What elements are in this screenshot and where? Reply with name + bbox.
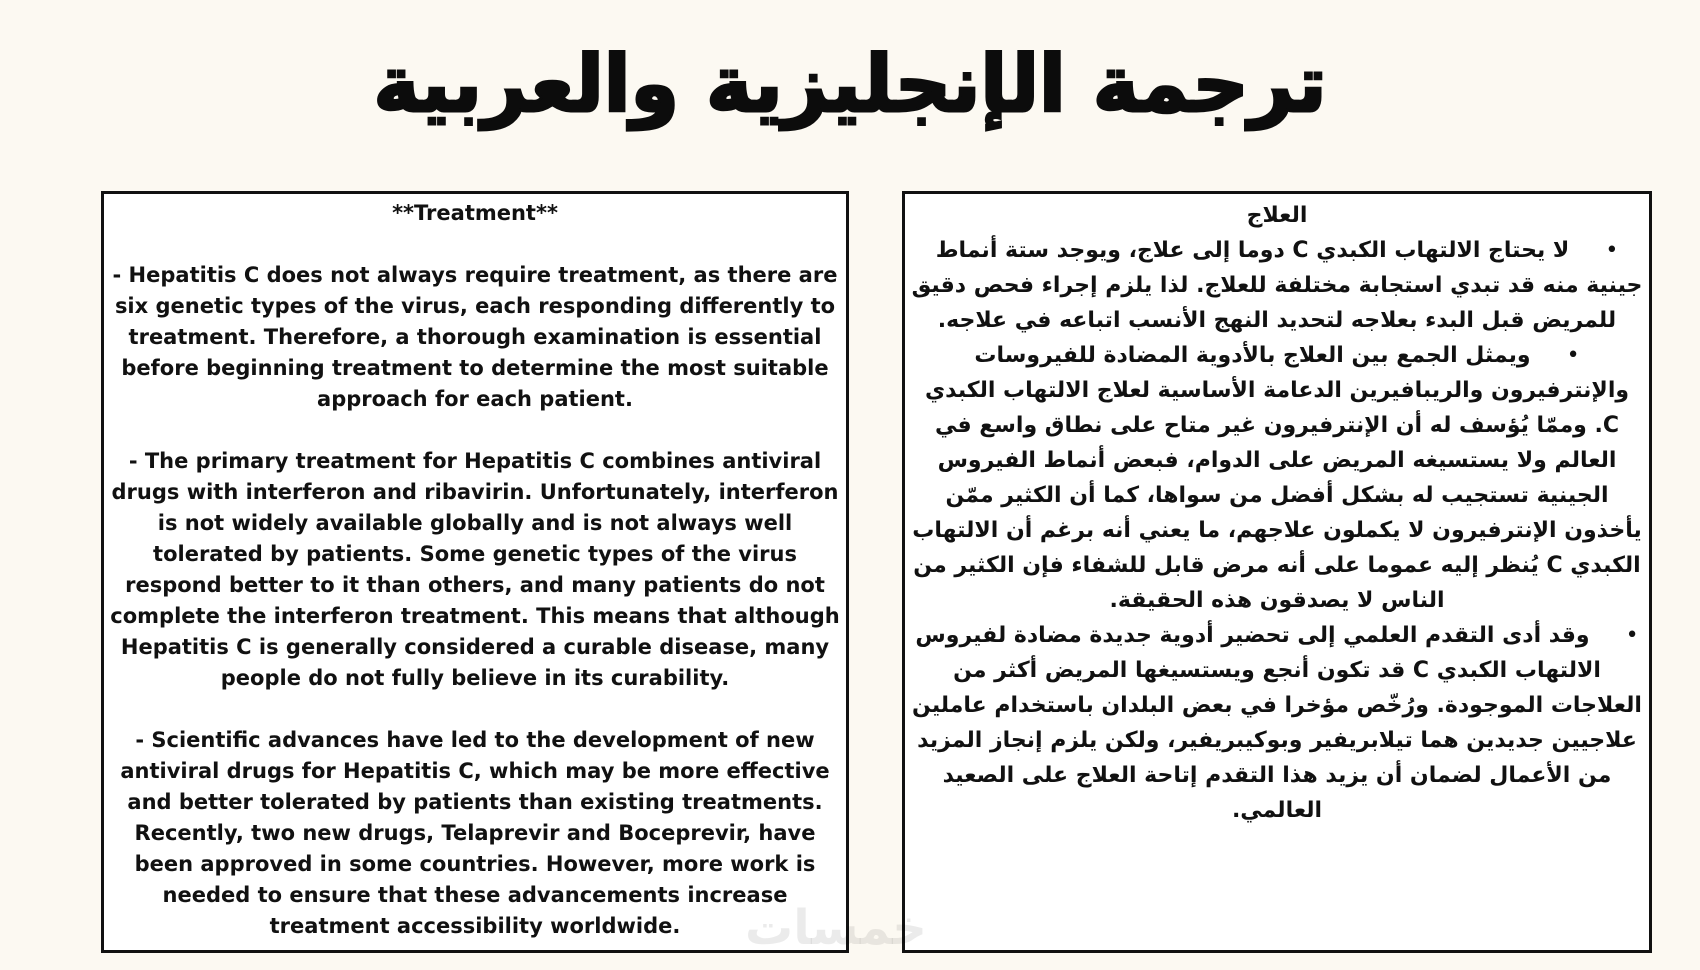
bullet-icon: • xyxy=(1566,343,1580,368)
watermark-logo: خمسات xyxy=(745,900,927,956)
english-text-panel xyxy=(101,191,849,953)
arabic-heading: العلاج xyxy=(1246,203,1308,228)
arabic-paragraph-text: ويمثل الجمع بين العلاج بالأدوية المضادة للفيروسات والإنترفيرون والريبافيرين الدعامة الأساسية لعلاج الالتهاب الكبدي C. وممّا يُؤسف له أن الإنترفيرون غير متاح على نطاق واسع في العالم ولا يستسيغه المريض على الدوام، فبعض أنماط الفيروس الجينية تستجيب له بشكل أفضل من سواها، كما أن الكثير ممّن يأخذون الإنترفيرون لا يكملون علاجهم، ما يعني أنه برغم أن الالتهاب الكبدي C يُنظر إليه عموما على أنه مرض قابل للشفاء فإن الكثير من الناس لا يصدقون هذه الحقيقة. xyxy=(912,343,1642,613)
arabic-text-panel xyxy=(902,191,1652,953)
arabic-paragraph-text: وقد أدى التقدم العلمي إلى تحضير أدوية جديدة مضادة لفيروس الالتهاب الكبدي C قد تكون أنجع ويستسيغها المريض أكثر من العلاجات الموجودة. ورُخّص مؤخرا في بعض البلدان باستخدام عاملين علاجيين جديدين هما تيلابريفير وبوكيبريفير، ولكن يلزم إنجاز المزيد من الأعمال لضمان أن يزيد هذا التقدم إتاحة العلاج على الصعيد العالمي. xyxy=(912,623,1642,823)
arabic-paragraph-text: لا يحتاج الالتهاب الكبدي C دوما إلى علاج، ويوجد ستة أنماط جينية منه قد تبدي استجابة مختلفة للعلاج. لذا يلزم إجراء فحص دقيق للمريض قبل البدء بعلاجه لتحديد النهج الأنسب اتباعه في علاجه. xyxy=(911,238,1643,333)
english-heading: **Treatment** xyxy=(392,201,558,225)
english-paragraph: - Scientific advances have led to the development of new antiviral drugs for Hepatitis C, which may be more effective and better tolerated by patients than existing treatments. Recently, two new drugs, Telaprevir and Boceprevir, have been approved in some countries. However, more work is needed to ensure that these advancements increase treatment accessibility worldwide. xyxy=(120,728,830,938)
english-paragraph: - The primary treatment for Hepatitis C combines antiviral drugs with interferon and ribavirin. Unfortunately, interferon is not widely available globally and is not always well tolerated by patients. Some genetic types of the virus respond better to it than others, and many patients do not complete the interferon treatment. This means that although Hepatitis C is generally considered a curable disease, many people do not fully believe in its curability. xyxy=(110,449,840,690)
arabic-paragraph xyxy=(911,338,1643,618)
arabic-paragraph xyxy=(911,233,1643,338)
bullet-icon: • xyxy=(1605,238,1619,263)
english-paragraph: - Hepatitis C does not always require treatment, as there are six genetic types of the virus, each responding differently to treatment. Therefore, a thorough examination is essential before beginning treatment to determine the most suitable approach for each patient. xyxy=(112,263,838,411)
bullet-icon: • xyxy=(1625,623,1639,648)
arabic-paragraph xyxy=(911,618,1643,828)
page-title: ترجمة الإنجليزية والعربية xyxy=(373,40,1327,130)
